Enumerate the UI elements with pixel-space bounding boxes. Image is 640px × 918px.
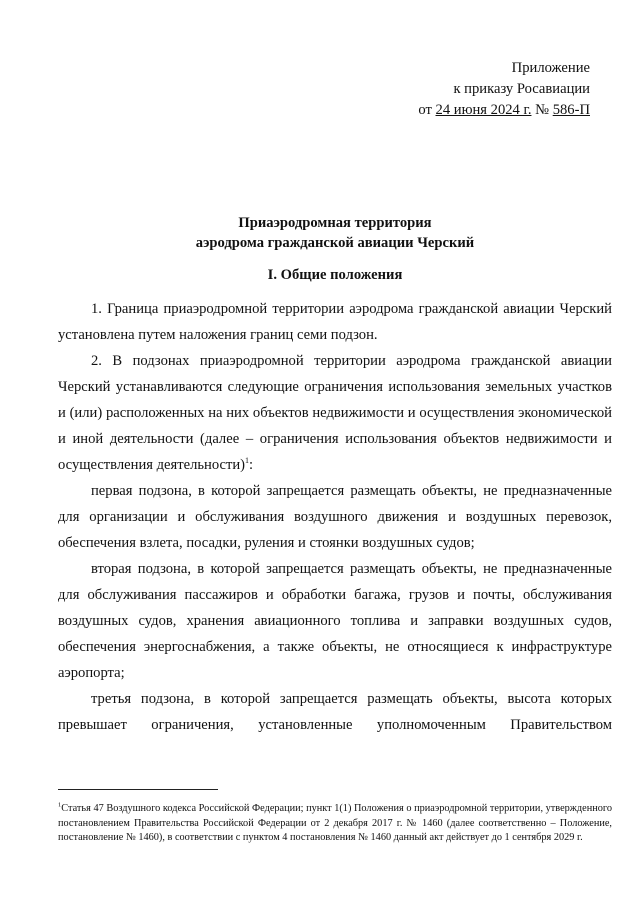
footnote-text: Статья 47 Воздушного кодекса Российской Федерации; пункт 1(1) Положения о приаэродромной территории, утвержденного постановлением Правительства Российской Федерации от 2 декабря 2017 г. № 1460 (далее соответственно – Положение, постановление № 1460), в соответствии с пунктом 4 постановления № 1460 данный акт действует до 1 сентября 2029 г. <box>58 803 612 843</box>
document-title <box>58 213 612 253</box>
title-line-2: аэродрома гражданской авиации Черский <box>195 235 475 251</box>
paragraph-subzone-2: вторая подзона, в которой запрещается размещать объекты, не предназначенные для обслуживания пассажиров и обработки багажа, грузов и почты, обслуживания воздушных судов, хранения авиационного топлива и заправки воздушных судов, обеспечения энергоснабжения, а также объекты, не относящиеся к инфраструктуре аэропорта; <box>58 561 612 681</box>
paragraph-subzone-3: третья подзона, в которой запрещается размещать объекты, высота которых превышает ограничения, установленные уполномоченным Правительством <box>58 691 612 733</box>
annex-date: 24 июня 2024 г. <box>435 102 532 118</box>
annex-label: Приложение <box>511 60 590 76</box>
paragraph-2-text: 2. В подзонах приаэродромной территории аэродрома гражданской авиации Черский устанавливаются следующие ограничения использования земельных участков и (или) расположенных на них объектов недвижимости и осуществления экономической и иной деятельности (далее – ограничения использования объектов недвижимости и осуществления деятельности) <box>58 353 612 473</box>
footnote-divider <box>58 789 218 790</box>
annex-number-sign: № <box>531 102 553 118</box>
footnote-mark: 1 <box>58 801 62 809</box>
paragraph-subzone-1: первая подзона, в которой запрещается размещать объекты, не предназначенные для организации и обслуживания воздушного движения и воздушных перевозок, обеспечения взлета, посадки, руления и стоянки воздушных судов; <box>58 483 612 551</box>
footnote <box>58 802 612 846</box>
paragraph-2 <box>58 348 612 478</box>
annex-prefix: от <box>418 102 436 118</box>
paragraph-1: 1. Граница приаэродромной территории аэродрома гражданской авиации Черский установлена путем наложения границ семи подзон. <box>58 301 612 343</box>
title-line-1: Приаэродромная территория <box>238 215 432 231</box>
annex-order-ref: к приказу Росавиации <box>453 81 590 97</box>
paragraph-2-end: : <box>249 457 254 473</box>
section-heading: I. Общие положения <box>267 267 403 283</box>
annex-number: 586-П <box>552 102 590 118</box>
footnote-reference[interactable]: 1 <box>245 456 250 466</box>
document-body <box>58 296 612 738</box>
annex-header <box>418 58 590 121</box>
annex-date-number <box>418 100 590 121</box>
